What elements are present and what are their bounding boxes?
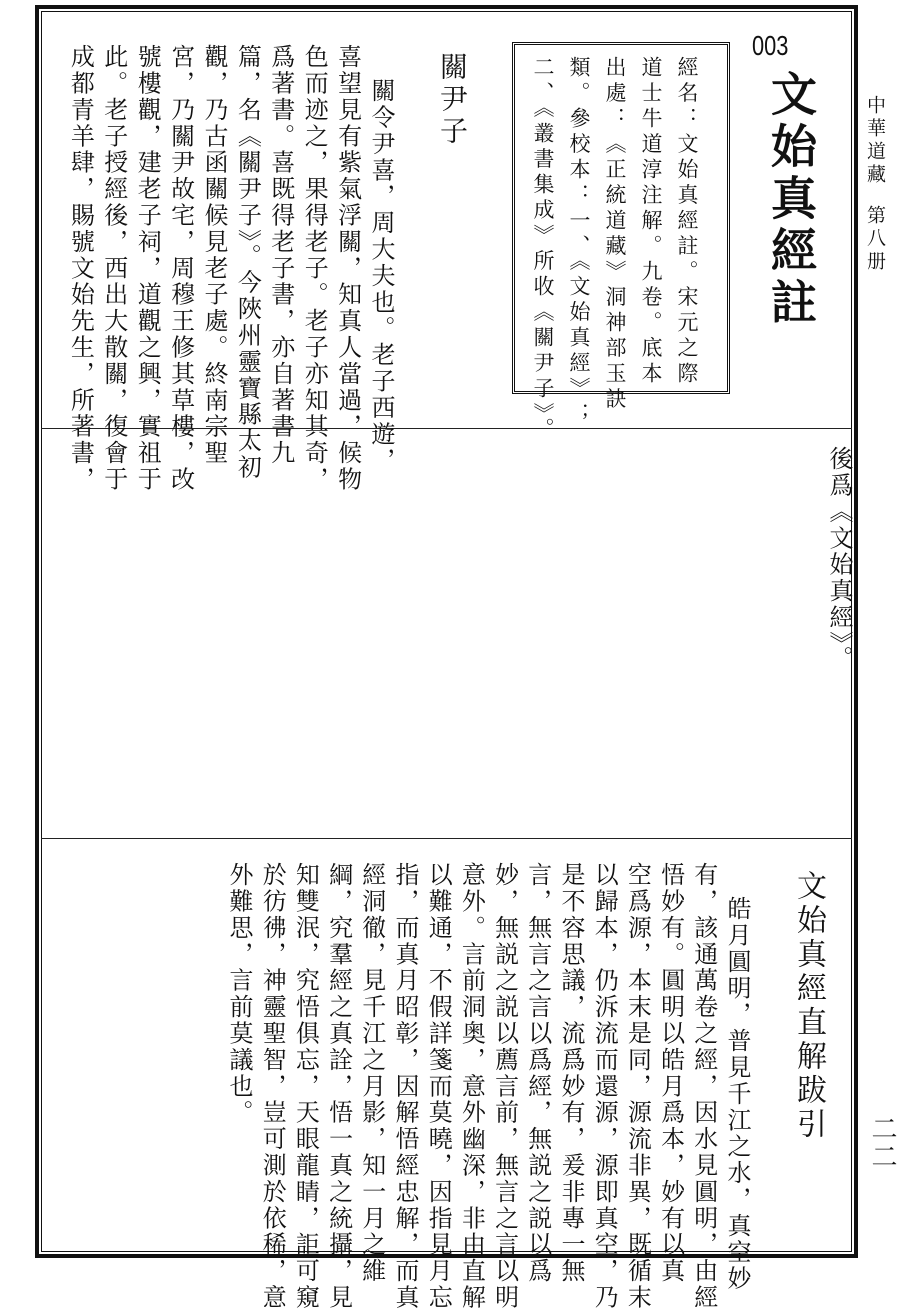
text-column: 出處：《正統道藏》洞神部玉訣 bbox=[603, 56, 627, 413]
section-heading: 關尹子 bbox=[436, 52, 469, 148]
text-column: 有，該通萬卷之經，因水見圓明，由經 bbox=[689, 862, 718, 1311]
text-column: 爲著書。喜既得老子書，亦自著書九 bbox=[266, 44, 295, 467]
running-head-volume: 第八册 bbox=[864, 205, 886, 274]
text-column: 是不容思議，流爲妙有，爰非專一無 bbox=[557, 862, 585, 1285]
page-number: 二二 bbox=[867, 1115, 897, 1171]
text-column: 成都青羊肆，賜號文始先生，所著書， bbox=[66, 44, 95, 493]
text-column: 於彷彿，神靈聖智，豈可測於依稀，意 bbox=[258, 862, 287, 1311]
text-column: 二、《叢書集成》所收《關尹子》。 bbox=[531, 56, 555, 443]
text-column: 經名：文始真經註。宋元之際 bbox=[675, 56, 699, 388]
text-column: 觀，乃古函關候見老子處。終南宗聖 bbox=[200, 44, 228, 467]
text-column: 以歸本，仍泝流而還源，源即真空，乃 bbox=[590, 862, 619, 1311]
text-column: 宮，乃關尹故宅，周穆王修其草樓，改 bbox=[166, 44, 195, 493]
text-column: 道士牛道淳注解。九卷。底本 bbox=[639, 56, 663, 388]
section-divider-bottom bbox=[41, 838, 852, 839]
text-column: 關令尹喜，周大夫也。老子西遊， bbox=[367, 78, 395, 474]
text-column: 皓月圓明，普見千江之水，真空妙 bbox=[723, 896, 751, 1292]
main-title: 文始真經註 bbox=[764, 70, 818, 330]
text-column: 言，無言之言以爲經，無説之説以爲 bbox=[523, 862, 552, 1285]
text-column: 妙，無説之説以薦言前，無言之言以明 bbox=[490, 862, 519, 1311]
text-column: 綱，究羣經之真詮，悟一真之統攝，見 bbox=[324, 862, 353, 1311]
text-column: 指，而真月昭彰，因解悟經忠解，而真 bbox=[391, 862, 419, 1311]
text-column: 悟妙有。圓明以皓月爲本，妙有以真 bbox=[656, 862, 685, 1285]
running-head-book: 中華道藏 bbox=[864, 95, 886, 187]
text-column: 意外。言前洞奥，意外幽深，非由直解 bbox=[457, 862, 486, 1311]
text-column: 後爲《文始真經》。 bbox=[825, 446, 853, 672]
text-column: 篇，名《關尹子》。今陜州靈寶縣太初 bbox=[233, 44, 262, 481]
text-column: 以難通，不假詳箋而莫曉，因指見月忘 bbox=[424, 862, 453, 1311]
text-column: 色而迹之，果得老子。老子亦知其奇， bbox=[300, 44, 329, 493]
text-column: 知雙泯，究悟俱忘，天眼龍睛，詎可窺 bbox=[291, 862, 320, 1311]
postface-title: 文始真經直解跋引 bbox=[791, 870, 826, 1142]
text-number: 003 bbox=[752, 30, 789, 61]
text-column: 號樓觀，建老子祠，道觀之興，實祖于 bbox=[133, 44, 162, 493]
text-column: 外難思，言前莫議也。 bbox=[225, 862, 253, 1126]
text-column: 類。參校本：一、《文始真經》； bbox=[567, 56, 591, 428]
text-column: 空爲源，本末是同，源流非異，既循末 bbox=[623, 862, 652, 1311]
text-column: 經洞徹，見千江之月影，知一月之維 bbox=[357, 862, 386, 1285]
text-column: 喜望見有紫氣浮關，知真人當過，候物 bbox=[333, 44, 362, 493]
text-column: 此。老子授經後，西出大散關，復會于 bbox=[99, 44, 128, 493]
